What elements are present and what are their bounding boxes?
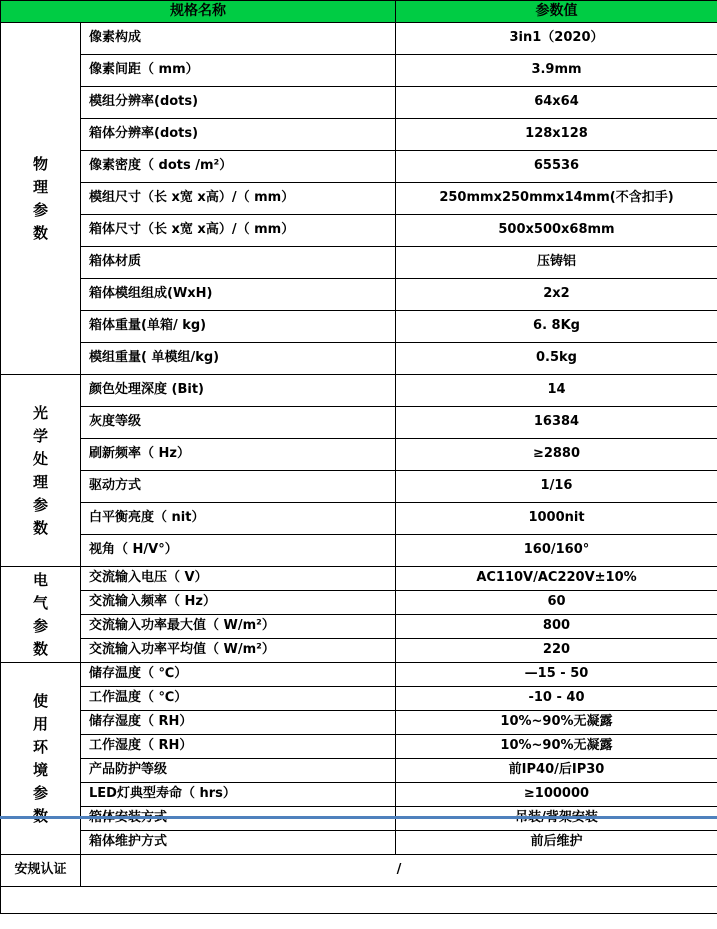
spec-name: 驱动方式 xyxy=(81,471,396,503)
spec-name: 像素密度（ dots /m²） xyxy=(81,151,396,183)
table-row xyxy=(1,279,717,311)
spec-name: 工作湿度（ RH） xyxy=(81,735,396,759)
spec-name: 交流输入功率平均值（ W/m²） xyxy=(81,639,396,663)
table-row xyxy=(1,615,717,639)
table-row xyxy=(1,151,717,183)
table-row xyxy=(1,535,717,567)
spec-value: 160/160° xyxy=(396,535,717,567)
spec-name: LED灯典型寿命（ hrs） xyxy=(81,783,396,807)
spec-value: 1/16 xyxy=(396,471,717,503)
spec-value: 800 xyxy=(396,615,717,639)
spec-name: 灰度等级 xyxy=(81,407,396,439)
spec-value: AC110V/AC220V±10% xyxy=(396,567,717,591)
spec-value: 16384 xyxy=(396,407,717,439)
table-row xyxy=(1,87,717,119)
spec-value: 220 xyxy=(396,639,717,663)
spec-name: 储存温度（ ℃） xyxy=(81,663,396,687)
spec-value: ≥2880 xyxy=(396,439,717,471)
spec-value: 3.9mm xyxy=(396,55,717,87)
header-value-col: 参数值 xyxy=(396,1,717,23)
spec-value: -10 - 40 xyxy=(396,687,717,711)
spec-name: 交流输入电压（ V） xyxy=(81,567,396,591)
table-row xyxy=(1,711,717,735)
spec-value: 65536 xyxy=(396,151,717,183)
spec-value: 1000nit xyxy=(396,503,717,535)
table-row xyxy=(1,759,717,783)
table-row xyxy=(1,687,717,711)
table-row xyxy=(1,55,717,87)
table-row xyxy=(1,831,717,855)
spec-name: 模组尺寸（长 x宽 x高）/（ mm） xyxy=(81,183,396,215)
table-row xyxy=(1,183,717,215)
spec-value: 2x2 xyxy=(396,279,717,311)
spec-name: 箱体维护方式 xyxy=(81,831,396,855)
spec-value: 0.5kg xyxy=(396,343,717,375)
spec-name: 工作温度（ ℃） xyxy=(81,687,396,711)
spec-value: 前后维护 xyxy=(396,831,717,855)
table-row xyxy=(1,567,717,591)
table-row xyxy=(1,215,717,247)
spec-value: 10%~90%无凝露 xyxy=(396,711,717,735)
table-header-row xyxy=(1,1,717,23)
table-row xyxy=(1,439,717,471)
table-row xyxy=(1,23,717,55)
spec-name: 箱体尺寸（长 x宽 x高）/（ mm） xyxy=(81,215,396,247)
spec-value: 14 xyxy=(396,375,717,407)
table-row xyxy=(1,247,717,279)
empty-cell xyxy=(1,887,717,914)
spec-name: 像素构成 xyxy=(81,23,396,55)
spec-value: 64x64 xyxy=(396,87,717,119)
spec-value: 10%~90%无凝露 xyxy=(396,735,717,759)
certification-label: 安规认证 xyxy=(1,855,81,887)
spec-value: 6. 8Kg xyxy=(396,311,717,343)
spec-value: 压铸铝 xyxy=(396,247,717,279)
table-row xyxy=(1,375,717,407)
header-name-col: 规格名称 xyxy=(1,1,396,23)
table-row xyxy=(1,591,717,615)
table-row xyxy=(1,663,717,687)
spec-name: 箱体重量(单箱/ kg) xyxy=(81,311,396,343)
spec-value: 3in1（2020） xyxy=(396,23,717,55)
category-electrical: 电 气 参 数 xyxy=(1,567,81,663)
spec-name: 视角（ H/V°） xyxy=(81,535,396,567)
table-row xyxy=(1,119,717,151)
blue-divider-line xyxy=(0,816,717,819)
table-row xyxy=(1,471,717,503)
table-row xyxy=(1,735,717,759)
spec-name: 颜色处理深度 (Bit) xyxy=(81,375,396,407)
spec-value: 前IP40/后IP30 xyxy=(396,759,717,783)
category-optical: 光 学 处 理 参 数 xyxy=(1,375,81,567)
table-row xyxy=(1,311,717,343)
spec-value: 128x128 xyxy=(396,119,717,151)
spec-name: 产品防护等级 xyxy=(81,759,396,783)
spec-name: 交流输入功率最大值（ W/m²） xyxy=(81,615,396,639)
spec-name: 刷新频率（ Hz） xyxy=(81,439,396,471)
spec-value: 500x500x68mm xyxy=(396,215,717,247)
spec-name: 模组重量( 单模组/kg) xyxy=(81,343,396,375)
category-environment: 使 用 环 境 参 xyxy=(1,663,81,855)
spec-value: 60 xyxy=(396,591,717,615)
spec-name: 箱体模组组成(WxH) xyxy=(81,279,396,311)
table-row xyxy=(1,503,717,535)
spec-value: 250mmx250mmx14mm(不含扣手) xyxy=(396,183,717,215)
table-row xyxy=(1,343,717,375)
certification-row xyxy=(1,855,717,887)
spec-name: 箱体分辨率(dots) xyxy=(81,119,396,151)
spec-name: 箱体材质 xyxy=(81,247,396,279)
certification-value: / xyxy=(81,855,717,887)
spec-name: 模组分辨率(dots) xyxy=(81,87,396,119)
spec-name: 像素间距（ mm） xyxy=(81,55,396,87)
spec-value: —15 - 50 xyxy=(396,663,717,687)
spec-name: 白平衡亮度（ nit） xyxy=(81,503,396,535)
spec-name: 交流输入频率（ Hz） xyxy=(81,591,396,615)
table-row xyxy=(1,639,717,663)
table-row xyxy=(1,783,717,807)
empty-row xyxy=(1,887,717,914)
spec-name: 储存湿度（ RH） xyxy=(81,711,396,735)
category-physical: 物 理 参 数 xyxy=(1,23,81,375)
table-row xyxy=(1,407,717,439)
spec-value: ≥100000 xyxy=(396,783,717,807)
